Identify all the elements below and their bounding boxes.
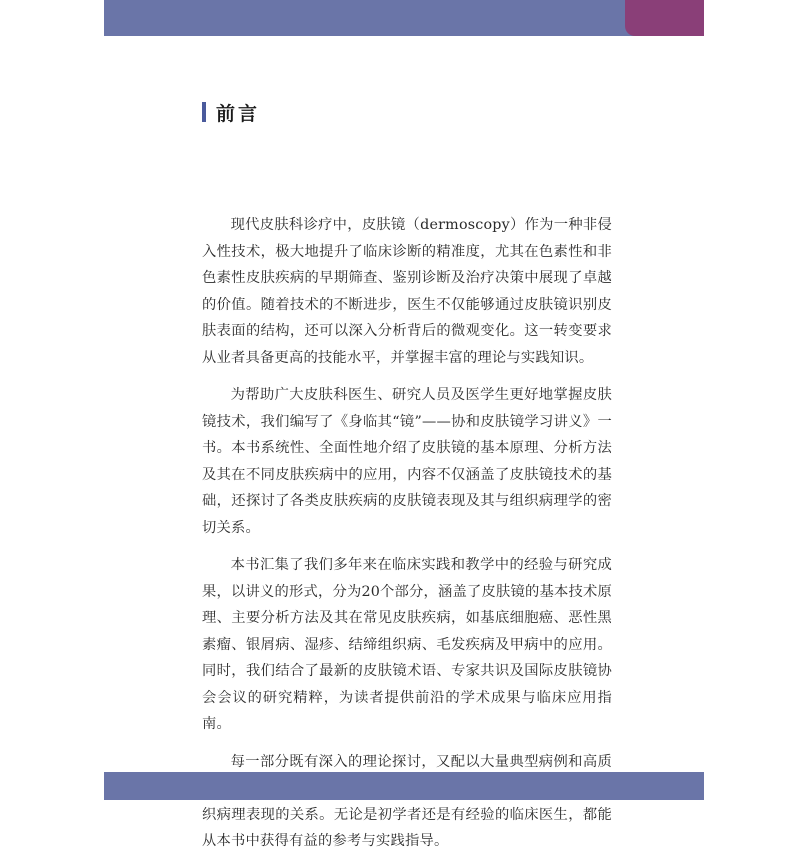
header-band [104, 0, 704, 36]
paragraph-3: 本书汇集了我们多年来在临床实践和教学中的经验与研究成果，以讲义的形式，分为20个部分，涵盖了皮肤镜的基本技术原理、主要分析方法及其在常见皮肤疾病，如基底细胞癌、恶性黑素瘤、银屑病、湿疹、结缔组织病、毛发疾病及甲病中的应用。同时，我们结合了最新的皮肤镜术语、专家共识及国际皮肤镜协会会议的研究精粹，为读者提供前沿的学术成果与临床应用指南。 [202, 557, 613, 732]
heading-marker-bar [202, 102, 206, 122]
preface-body [202, 212, 612, 866]
section-heading [202, 100, 260, 124]
paragraph-2: 为帮助广大皮肤科医生、研究人员及医学生更好地掌握皮肤镜技术，我们编写了《身临其“镜”——协和皮肤镜学习讲义》一书。本书系统性、全面性地介绍了皮肤镜的基本原理、分析方法及其在不同皮肤疾病中的应用，内容不仅涵盖了皮肤镜技术的基础，还探讨了各类皮肤疾病的皮肤镜表现及其与组织病理学的密切关系。 [202, 387, 612, 536]
header-accent-tab [625, 0, 704, 36]
footer-band [104, 772, 704, 800]
paragraph-4: 每一部分既有深入的理论探讨，又配以大量典型病例和高质 织病理表现的关系。无论是初学者还是有经验的临床医生，都能从本书中获得有益的参考与实践指导。 [202, 753, 612, 849]
paragraph-1: 现代皮肤科诊疗中，皮肤镜（dermoscopy）作为一种非侵入性技术，极大地提升了临床诊断的精准度，尤其在色素性和非色素性皮肤疾病的早期筛查、鉴别诊断及治疗决策中展现了卓越的价值。随着技术的不断进步，医生不仅能够通过皮肤镜识别皮肤表面的结构，还可以深入分析背后的微观变化。这一转变要求从业者具备更高的技能水平，并掌握丰富的理论与实践知识。 [202, 217, 612, 366]
heading-title: 前言 [216, 102, 261, 125]
